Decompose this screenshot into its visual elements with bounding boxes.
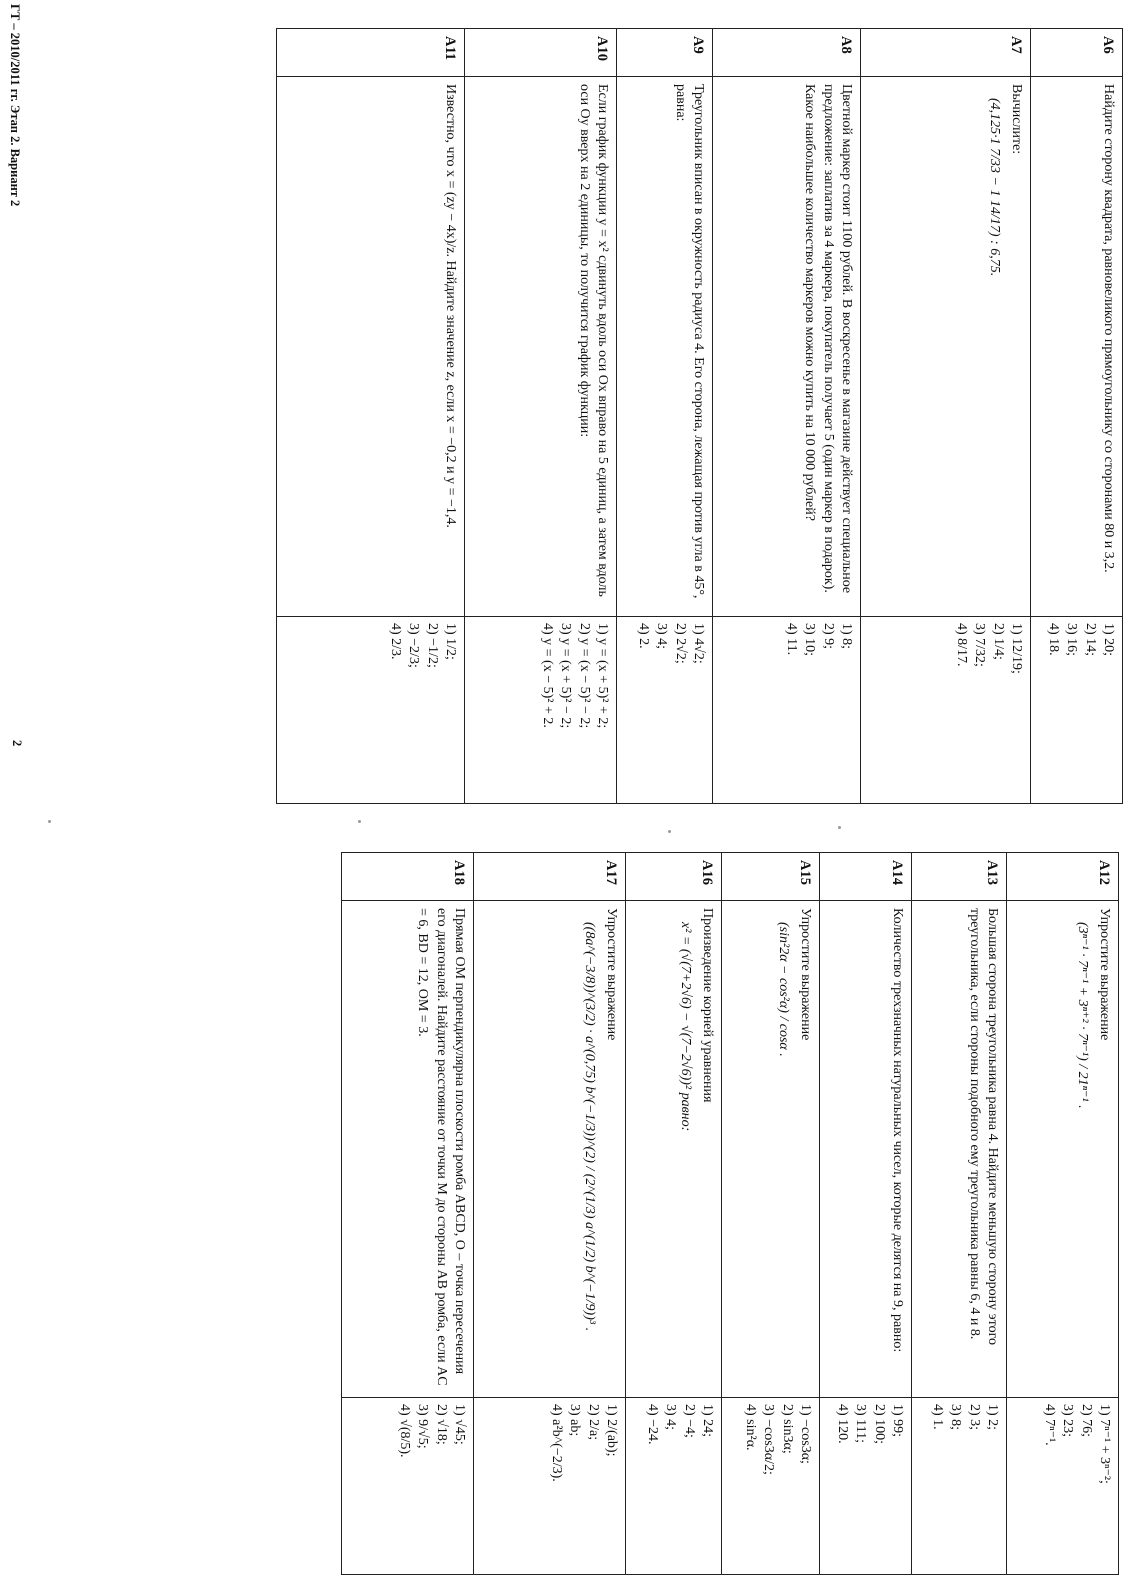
answer-option: 1) 20; (1101, 623, 1116, 657)
question-number: A16 (626, 853, 722, 901)
question-number: A14 (820, 853, 912, 901)
answer-option: 4) √(8/5). (396, 1404, 412, 1458)
question-text (1031, 77, 1123, 617)
question-text (626, 901, 722, 1398)
scan-speck (668, 830, 671, 833)
question-number: A10 (465, 29, 617, 77)
question-text (474, 901, 626, 1398)
question-text (861, 77, 1031, 617)
answer-option: 3) 10; (802, 623, 818, 657)
answer-options (277, 617, 465, 804)
question-text (912, 901, 1007, 1398)
question-formula: (3ⁿ⁻¹ · 7ⁿ⁻¹ + 3ⁿ⁺² · 7ⁿ⁻¹) / 21ⁿ⁻¹ . (1074, 922, 1090, 1109)
question-text (617, 77, 713, 617)
answer-option: 2) −1/2; (424, 623, 440, 668)
answer-option: 2) 14; (1082, 623, 1098, 657)
answer-options (713, 617, 861, 804)
answer-options (626, 1398, 722, 1575)
answer-option: 3) 8; (948, 1404, 964, 1431)
question-statement: Известно, что x = (zy − 4x)/z. Найдите значение z, если x = −0,2 и y = −1,4. (443, 84, 458, 528)
question-text (713, 77, 861, 617)
question-text (342, 901, 474, 1398)
answer-option: 1) √45; (452, 1404, 467, 1445)
answer-option: 3) 7/32; (972, 623, 988, 667)
question-number: A8 (713, 29, 861, 77)
question-row (465, 29, 617, 804)
question-row (1031, 29, 1123, 804)
question-statement: Треугольник вписан в окружность радиуса 4. Его сторона, лежащая против угла в 45°, равна: (672, 84, 706, 599)
answer-option: 1) −cos3α; (798, 1404, 813, 1464)
answer-option: 2) √18; (433, 1404, 449, 1445)
page-footer: ГТ – 2010/2011 гг. Этап 2. Вариант 2 (8, 4, 22, 207)
answer-option: 2) 2√2; (672, 623, 688, 664)
answer-option: 4) 8/17. (953, 623, 969, 667)
answer-option: 3) ab; (567, 1404, 583, 1437)
scan-speck (48, 820, 51, 823)
question-statement: Количество трехзначных натуральных чисел, которые делятся на 9, равно: (890, 908, 905, 1353)
question-statement: Вычислите: (1009, 84, 1024, 155)
answer-option: 4) 120. (834, 1404, 850, 1444)
answer-option: 3) 16; (1064, 623, 1080, 657)
question-formula: ((8a^(−3/8))^(3/2) · a^(0,75) b^(−1/3))^(2) / (2^(1/3) a^(1/2) b^(−1/9))³ . (581, 922, 597, 1332)
answer-option: 2) y = (x − 5)² − 2; (576, 623, 592, 729)
answer-option: 2) 2/a; (585, 1404, 601, 1441)
question-number: A17 (474, 853, 626, 901)
question-number: A9 (617, 29, 713, 77)
question-row (626, 853, 722, 1575)
answer-option: 4) y = (x − 5)² + 2. (539, 623, 555, 728)
question-number: A15 (722, 853, 820, 901)
answer-option: 3) −2/3; (406, 623, 422, 668)
scan-speck (838, 826, 841, 829)
answer-option: 4) −24. (644, 1404, 660, 1445)
questions-table-left (276, 28, 1123, 804)
question-row (617, 29, 713, 804)
question-formula: x² = (√(7+2√6) − √(7−2√6))² равно: (677, 922, 693, 1132)
question-number: A7 (861, 29, 1031, 77)
answer-option: 2) −4; (681, 1404, 697, 1438)
question-row (277, 29, 465, 804)
question-formula: (sin²2α − cos²α) / cosα . (775, 922, 791, 1057)
answer-option: 4) 18. (1045, 623, 1061, 656)
question-statement: Упростите выражение (1097, 908, 1112, 1041)
answer-options (465, 617, 617, 804)
answer-options (861, 617, 1031, 804)
question-formula: (4,125·1 7/33 − 1 14/17) : 6,75. (986, 98, 1002, 277)
question-text (1007, 901, 1119, 1398)
answer-option: 2) 9; (820, 623, 836, 650)
answer-option: 1) y = (x + 5)² + 2; (595, 623, 610, 729)
answer-options (1031, 617, 1123, 804)
answer-option: 2) 100; (871, 1404, 887, 1445)
question-number: A18 (342, 853, 474, 901)
question-text (820, 901, 912, 1398)
question-row (861, 29, 1031, 804)
answer-options (820, 1398, 912, 1575)
question-statement: Если график функции y = x² сдвинуть вдоль оси Ox вправо на 5 единиц, а затем вдоль оси Oy вверх на 2 единицы, то получится график функции: (576, 84, 610, 597)
question-number: A6 (1031, 29, 1123, 77)
answer-option: 3) −cos3α/2; (761, 1404, 777, 1475)
question-statement: Найдите сторону квадрата, равновеликого прямоугольнику со сторонами 80 и 3,2. (1101, 84, 1116, 573)
answer-option: 3) 4; (654, 623, 670, 650)
answer-option: 1) 12/19; (1009, 623, 1024, 674)
question-statement: Прямая OM перпендикулярна плоскости ромба ABCD, O – точка пересечения его диагоналей. Найдите расстояние от точки M до стороны AB ромба, если AC = 6, BD = 12, OM = 3. (415, 908, 467, 1386)
answer-option: 2) 1/4; (990, 623, 1006, 660)
answer-option: 4) 11. (783, 623, 799, 656)
question-row (722, 853, 820, 1575)
answer-option: 3) 23; (1060, 1404, 1076, 1438)
answer-option: 4) 2/3. (387, 623, 403, 660)
answer-option: 1) 2/(ab); (604, 1404, 619, 1457)
question-text (277, 77, 465, 617)
answer-option: 3) 111; (853, 1404, 869, 1444)
question-statement: Произведение корней уравнения (700, 908, 715, 1103)
answer-option: 4) a²b^(−2/3). (548, 1404, 564, 1482)
answer-option: 4) sin²α. (742, 1404, 758, 1451)
question-row (820, 853, 912, 1575)
answer-option: 1) 2; (985, 1404, 1000, 1431)
answer-options (342, 1398, 474, 1575)
question-number: A13 (912, 853, 1007, 901)
answer-option: 2) 76; (1078, 1404, 1094, 1438)
answer-option: 1) 7ⁿ⁻¹ + 3ⁿ⁻²; (1097, 1404, 1112, 1484)
scan-speck (358, 820, 361, 823)
question-text (722, 901, 820, 1398)
answer-option: 2) 3; (966, 1404, 982, 1431)
question-statement: Большая сторона треугольника равна 4. Найдите меньшую сторону этого треугольника, если стороны подобного ему треугольника равны 6, 4 и 8. (966, 908, 1000, 1345)
answer-option: 4) 2. (635, 623, 651, 649)
question-number: A11 (277, 29, 465, 77)
question-row (342, 853, 474, 1575)
answer-options (912, 1398, 1007, 1575)
answer-option: 4) 7ⁿ⁻¹. (1041, 1404, 1057, 1446)
answer-options (474, 1398, 626, 1575)
answer-option: 4) 1. (929, 1404, 945, 1430)
question-row (474, 853, 626, 1575)
page-number: 2 (10, 740, 24, 747)
answer-option: 3) y = (x + 5)² − 2; (558, 623, 574, 729)
question-number: A12 (1007, 853, 1119, 901)
question-statement: Упростите выражение (604, 908, 619, 1041)
question-statement: Упростите выражение (798, 908, 813, 1041)
answer-option: 3) 4; (663, 1404, 679, 1431)
answer-option: 2) sin3α; (779, 1404, 795, 1454)
question-statement: Цветной маркер стоит 1100 рублей. В воскресенье в магазине действует специальное предложение: заплатив за 4 маркера, покупатель получает 5 (один маркер в подарок). Какое наибольшее количество маркеров можно купить на 10 000 рублей? (802, 84, 854, 594)
answer-option: 3) 9/√5; (415, 1404, 431, 1449)
question-row (713, 29, 861, 804)
question-row (1007, 853, 1119, 1575)
answer-options (1007, 1398, 1119, 1575)
answer-options (617, 617, 713, 804)
answer-option: 1) 24; (700, 1404, 715, 1438)
question-row (912, 853, 1007, 1575)
answer-option: 1) 99; (890, 1404, 905, 1438)
answer-option: 1) 4√2; (691, 623, 706, 664)
questions-table-right (341, 852, 1119, 1575)
answer-option: 1) 8; (839, 623, 854, 650)
answer-option: 1) 1/2; (443, 623, 458, 660)
answer-options (722, 1398, 820, 1575)
question-text (465, 77, 617, 617)
